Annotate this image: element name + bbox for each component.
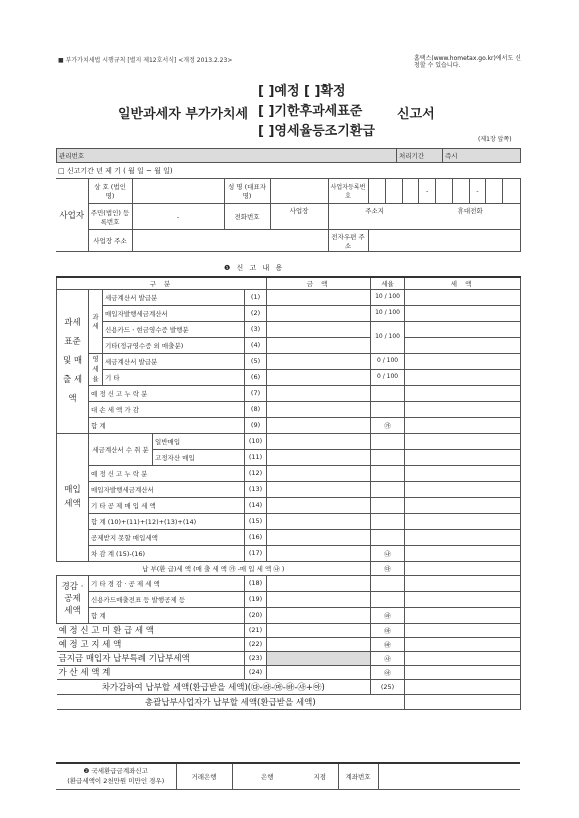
col-gubun: 구 분	[57, 277, 267, 289]
email-field[interactable]	[368, 230, 520, 252]
deduct-tax-19[interactable]	[405, 591, 521, 607]
report-period[interactable]: □ 신고기간 년 제 기 ( 월 일 ~ 월 일)	[58, 167, 173, 175]
extra-row-21: 예 정 신 고 미 환 급 세 액	[57, 623, 245, 637]
deduct-amount-18[interactable]	[267, 575, 371, 591]
deduct-mark-ra: ㉱	[371, 607, 405, 623]
purchase-amount-12[interactable]	[267, 465, 371, 481]
sales-no-1: (1)	[245, 289, 267, 305]
rep-name-label: 성 명 (대표자명)	[224, 179, 270, 204]
sales-rate-7	[371, 385, 405, 401]
purchase-tax-16[interactable]	[405, 529, 521, 545]
sales-no-4: (4)	[245, 337, 267, 353]
extra-amount-24[interactable]	[267, 665, 371, 679]
sales-amount-8[interactable]	[267, 401, 371, 417]
office-phone-label: 사업장	[289, 207, 309, 215]
sales-group-label: 과세 표준 및 매출 세액	[57, 289, 89, 433]
deduct-no-19: (19)	[245, 591, 267, 607]
option-early-refund[interactable]: [ ]영세율등조기환급	[258, 124, 375, 139]
extra-no-23: (23)	[245, 651, 267, 665]
sales-tax-9[interactable]	[405, 417, 521, 433]
purchase-no-11: (11)	[245, 449, 267, 465]
sales-amount-5[interactable]	[267, 353, 371, 369]
purchase-amount-15[interactable]	[267, 513, 371, 529]
extra-row-24: 가 산 세 액 계	[57, 665, 245, 679]
extra-no-21: (21)	[245, 623, 267, 637]
extra-tax-23[interactable]	[405, 651, 521, 665]
purchase-amount-13[interactable]	[267, 481, 371, 497]
sales-rate-2: 10 / 100	[371, 305, 405, 321]
purchase-amount-14[interactable]	[267, 497, 371, 513]
purchase-rate-13	[371, 481, 405, 497]
sales-no-7: (7)	[245, 385, 267, 401]
purchase-row-14: 기 타 공 제 매 입 세 액	[89, 497, 245, 513]
purchase-no-14: (14)	[245, 497, 267, 513]
sales-tax-3[interactable]	[405, 321, 521, 337]
deduct-no-18: (18)	[245, 575, 267, 591]
sales-no-5: (5)	[245, 353, 267, 369]
extra-tax-21[interactable]	[405, 623, 521, 637]
deduct-no-20: (20)	[245, 607, 267, 623]
purchase-row-17: 차 감 계 (15)-(16)	[89, 545, 245, 561]
rep-name-field[interactable]	[270, 179, 328, 204]
extra-amount-23	[267, 651, 371, 665]
refund-subtitle: (환급세액이 2천만원 미만인 경우)	[67, 777, 165, 786]
purchase-tax-11[interactable]	[405, 449, 521, 465]
period-value: 즉시	[443, 149, 521, 163]
branch-field[interactable]: 지점	[302, 763, 338, 789]
extra-tax-24[interactable]	[405, 665, 521, 679]
business-table	[56, 178, 521, 252]
deduct-amount-19[interactable]	[267, 591, 371, 607]
sales-amount-2[interactable]	[267, 305, 371, 321]
deduct-amount-20[interactable]	[267, 607, 371, 623]
sales-no-8: (8)	[245, 401, 267, 417]
sales-tax-5[interactable]	[405, 353, 521, 369]
purchase-tax-14[interactable]	[405, 497, 521, 513]
final-tax[interactable]	[405, 679, 521, 694]
payable-mark: ㉰	[371, 561, 405, 575]
payable-tax[interactable]	[405, 561, 521, 575]
sales-row-7: 예 정 신 고 누 락 분	[89, 385, 245, 401]
trade-name-field[interactable]	[132, 179, 224, 204]
purchase-no-12: (12)	[245, 465, 267, 481]
sales-no-2: (2)	[245, 305, 267, 321]
extra-mark-ba: ㉳	[371, 637, 405, 651]
form-title-options	[258, 82, 375, 142]
mobile-phone-label: 휴대전화	[457, 207, 483, 215]
purchase-rate-14	[371, 497, 405, 513]
final-label: 차가감하여 납부할 세액(환급받을 세액)(㉰-㉱-㉲-㉳-㉴+㉵)	[57, 679, 371, 694]
sales-row-9: 합 계	[89, 417, 245, 433]
refund-title-cell	[56, 763, 176, 789]
sales-rate-6: 0 / 100	[371, 369, 405, 385]
purchase-tax-10[interactable]	[405, 433, 521, 449]
purchase-tax-12[interactable]	[405, 465, 521, 481]
deduct-row-20: 합 계	[89, 607, 245, 623]
business-side-label: 사업자	[56, 179, 88, 252]
sales-tax-6[interactable]	[405, 369, 521, 385]
taxable-label: 과세	[89, 289, 103, 353]
sales-rate-8	[371, 401, 405, 417]
purchase-row-10: 일반매입	[153, 433, 245, 449]
sales-amount-9[interactable]	[267, 417, 371, 433]
trade-name-label: 상 호 (법인명)	[88, 179, 132, 204]
deduct-rate-19	[371, 591, 405, 607]
period-label: 처리기간	[397, 149, 443, 163]
sales-row-8: 대 손 세 액 가 감	[89, 401, 245, 417]
sales-mark-ga: ㉮	[371, 417, 405, 433]
sales-tax-8[interactable]	[405, 401, 521, 417]
email-label: 전자우편 주소	[328, 230, 368, 252]
sales-tax-7[interactable]	[405, 385, 521, 401]
phone-label: 전화번호	[224, 204, 270, 230]
sales-tax-4[interactable]	[405, 337, 521, 353]
extra-amount-22[interactable]	[267, 637, 371, 651]
deduct-rate-18	[371, 575, 405, 591]
purchase-no-17: (17)	[245, 545, 267, 561]
purchase-row-12: 예 정 신 고 누 락 분	[89, 465, 245, 481]
phone-sub	[328, 204, 520, 230]
regulation-text: ■ 부가가치세법 시행규칙 [별지 제12호서식] <개정 2013.2.23>	[58, 57, 233, 64]
sales-row-5: 세금계산서 발급분	[103, 353, 245, 369]
account-field[interactable]	[378, 763, 520, 789]
purchase-rate-11	[371, 449, 405, 465]
bank-label: 거래은행	[176, 763, 232, 789]
main-table	[56, 276, 521, 710]
refund-title: ❷ 국세환급금계좌신고	[83, 767, 148, 776]
sales-row-4: 기타(정규영수증 외 매출분)	[103, 337, 245, 353]
sales-rate-5: 0 / 100	[371, 353, 405, 369]
col-amount: 금 액	[267, 277, 371, 289]
address-field[interactable]	[132, 230, 328, 252]
option-preliminary-final[interactable]: [ ]예정 [ ]확정	[258, 84, 346, 99]
sales-rate-3: 10 / 100	[371, 321, 405, 353]
sales-no-3: (3)	[245, 321, 267, 337]
sales-rate-1: 10 / 100	[371, 289, 405, 305]
sales-amount-7[interactable]	[267, 385, 371, 401]
sales-amount-3[interactable]	[267, 321, 371, 337]
extra-row-23: 금지금 매입자 납부특례 기납부세액	[57, 651, 245, 665]
form-title-left: 일반과세자 부가가치세	[118, 107, 249, 122]
deduct-row-18: 기 타 경 감 · 공 제 세 액	[89, 575, 245, 591]
purchase-no-13: (13)	[245, 481, 267, 497]
purchase-row-16: 공제받지 못할 매입세액	[89, 529, 245, 545]
form-title-right: 신고서	[397, 107, 435, 122]
regno-label: 사업자등록번호	[328, 179, 368, 204]
extra-tax-22[interactable]	[405, 637, 521, 651]
extra-mark-sa: ㉴	[371, 651, 405, 665]
purchase-amount-10[interactable]	[267, 433, 371, 449]
mgmt-no-label: 관리번호	[57, 149, 397, 163]
payable-label: 납 부(환 급)세 액 (매 출 세 액 ㉮ -매 입 세 액 ㉯ )	[57, 561, 371, 575]
total-label: 총괄납부사업자가 납부할 세액(환급받을 세액)	[57, 694, 405, 709]
zero-rate-label: 영 세 율	[89, 353, 103, 385]
purchase-rate-16	[371, 529, 405, 545]
phone-field[interactable]	[270, 204, 328, 230]
total-tax[interactable]	[405, 694, 521, 709]
deduct-row-19: 신용카드매출전표 등 발행공제 등	[89, 591, 245, 607]
sales-row-1: 세금계산서 발급분	[103, 289, 245, 305]
purchase-no-16: (16)	[245, 529, 267, 545]
purchase-tax-17[interactable]	[405, 545, 521, 561]
sales-tax-1[interactable]	[405, 289, 521, 305]
deduct-tax-18[interactable]	[405, 575, 521, 591]
sales-row-3: 신용카드ㆍ현금영수증 발행분	[103, 321, 245, 337]
final-no: (25)	[371, 679, 405, 694]
account-label: 계좌번호	[338, 763, 378, 789]
bank-field[interactable]: 은행	[232, 763, 302, 789]
col-tax: 세 액	[405, 277, 521, 289]
idno-label: 주민(법인) 등록번호	[88, 204, 132, 230]
idno-field[interactable]: -	[132, 204, 224, 230]
sales-no-9: (9)	[245, 417, 267, 433]
deduct-tax-20[interactable]	[405, 607, 521, 623]
invoice-recv-label: 세금계산서 수 취 분	[89, 433, 153, 465]
extra-mark-a: ㉵	[371, 665, 405, 679]
extra-mark-ma: ㉲	[371, 623, 405, 637]
purchase-group-label: 매입 세액	[57, 433, 89, 561]
purchase-row-13: 매입자발행세금계산서	[89, 481, 245, 497]
sales-row-6: 기 타	[103, 369, 245, 385]
purchase-rate-15	[371, 513, 405, 529]
sales-no-6: (6)	[245, 369, 267, 385]
extra-no-22: (22)	[245, 637, 267, 651]
home-phone-label: 주소지	[365, 207, 385, 215]
admin-table	[56, 148, 521, 163]
address-label: 사업장 주소	[88, 230, 132, 252]
section1-title: ❶ 신 고 내 용	[224, 264, 285, 272]
refund-table	[56, 762, 520, 790]
col-rate: 세율	[371, 277, 405, 289]
regno-field[interactable]: - -	[368, 179, 520, 204]
purchase-mark-na: ㉯	[371, 545, 405, 561]
purchase-no-15: (15)	[245, 513, 267, 529]
sales-row-2: 매입자발행세금계산서	[103, 305, 245, 321]
hometax-note: 홈택스(www.hometax.go.kr)에서도 신청할 수 있습니다.	[414, 55, 521, 69]
deduct-group-label: 경감 · 공제 세액	[57, 575, 89, 623]
extra-row-22: 예 정 고 지 세 액	[57, 637, 245, 651]
sales-amount-6[interactable]	[267, 369, 371, 385]
extra-amount-21[interactable]	[267, 623, 371, 637]
extra-no-24: (24)	[245, 665, 267, 679]
purchase-tax-15[interactable]	[405, 513, 521, 529]
option-late-filing[interactable]: [ ]기한후과세표준	[258, 104, 363, 119]
purchase-row-11: 고정자산 매입	[153, 449, 245, 465]
sales-tax-2[interactable]	[405, 305, 521, 321]
purchase-row-15: 합 계 (10)+(11)+(12)+(13)+(14)	[89, 513, 245, 529]
purchase-rate-10	[371, 433, 405, 449]
purchase-tax-13[interactable]	[405, 481, 521, 497]
page-note: (제1장 앞쪽)	[478, 136, 512, 143]
sales-amount-4[interactable]	[267, 337, 371, 353]
purchase-no-10: (10)	[245, 433, 267, 449]
purchase-amount-17[interactable]	[267, 545, 371, 561]
purchase-amount-16[interactable]	[267, 529, 371, 545]
sales-amount-1[interactable]	[267, 289, 371, 305]
purchase-rate-12	[371, 465, 405, 481]
purchase-amount-11[interactable]	[267, 449, 371, 465]
